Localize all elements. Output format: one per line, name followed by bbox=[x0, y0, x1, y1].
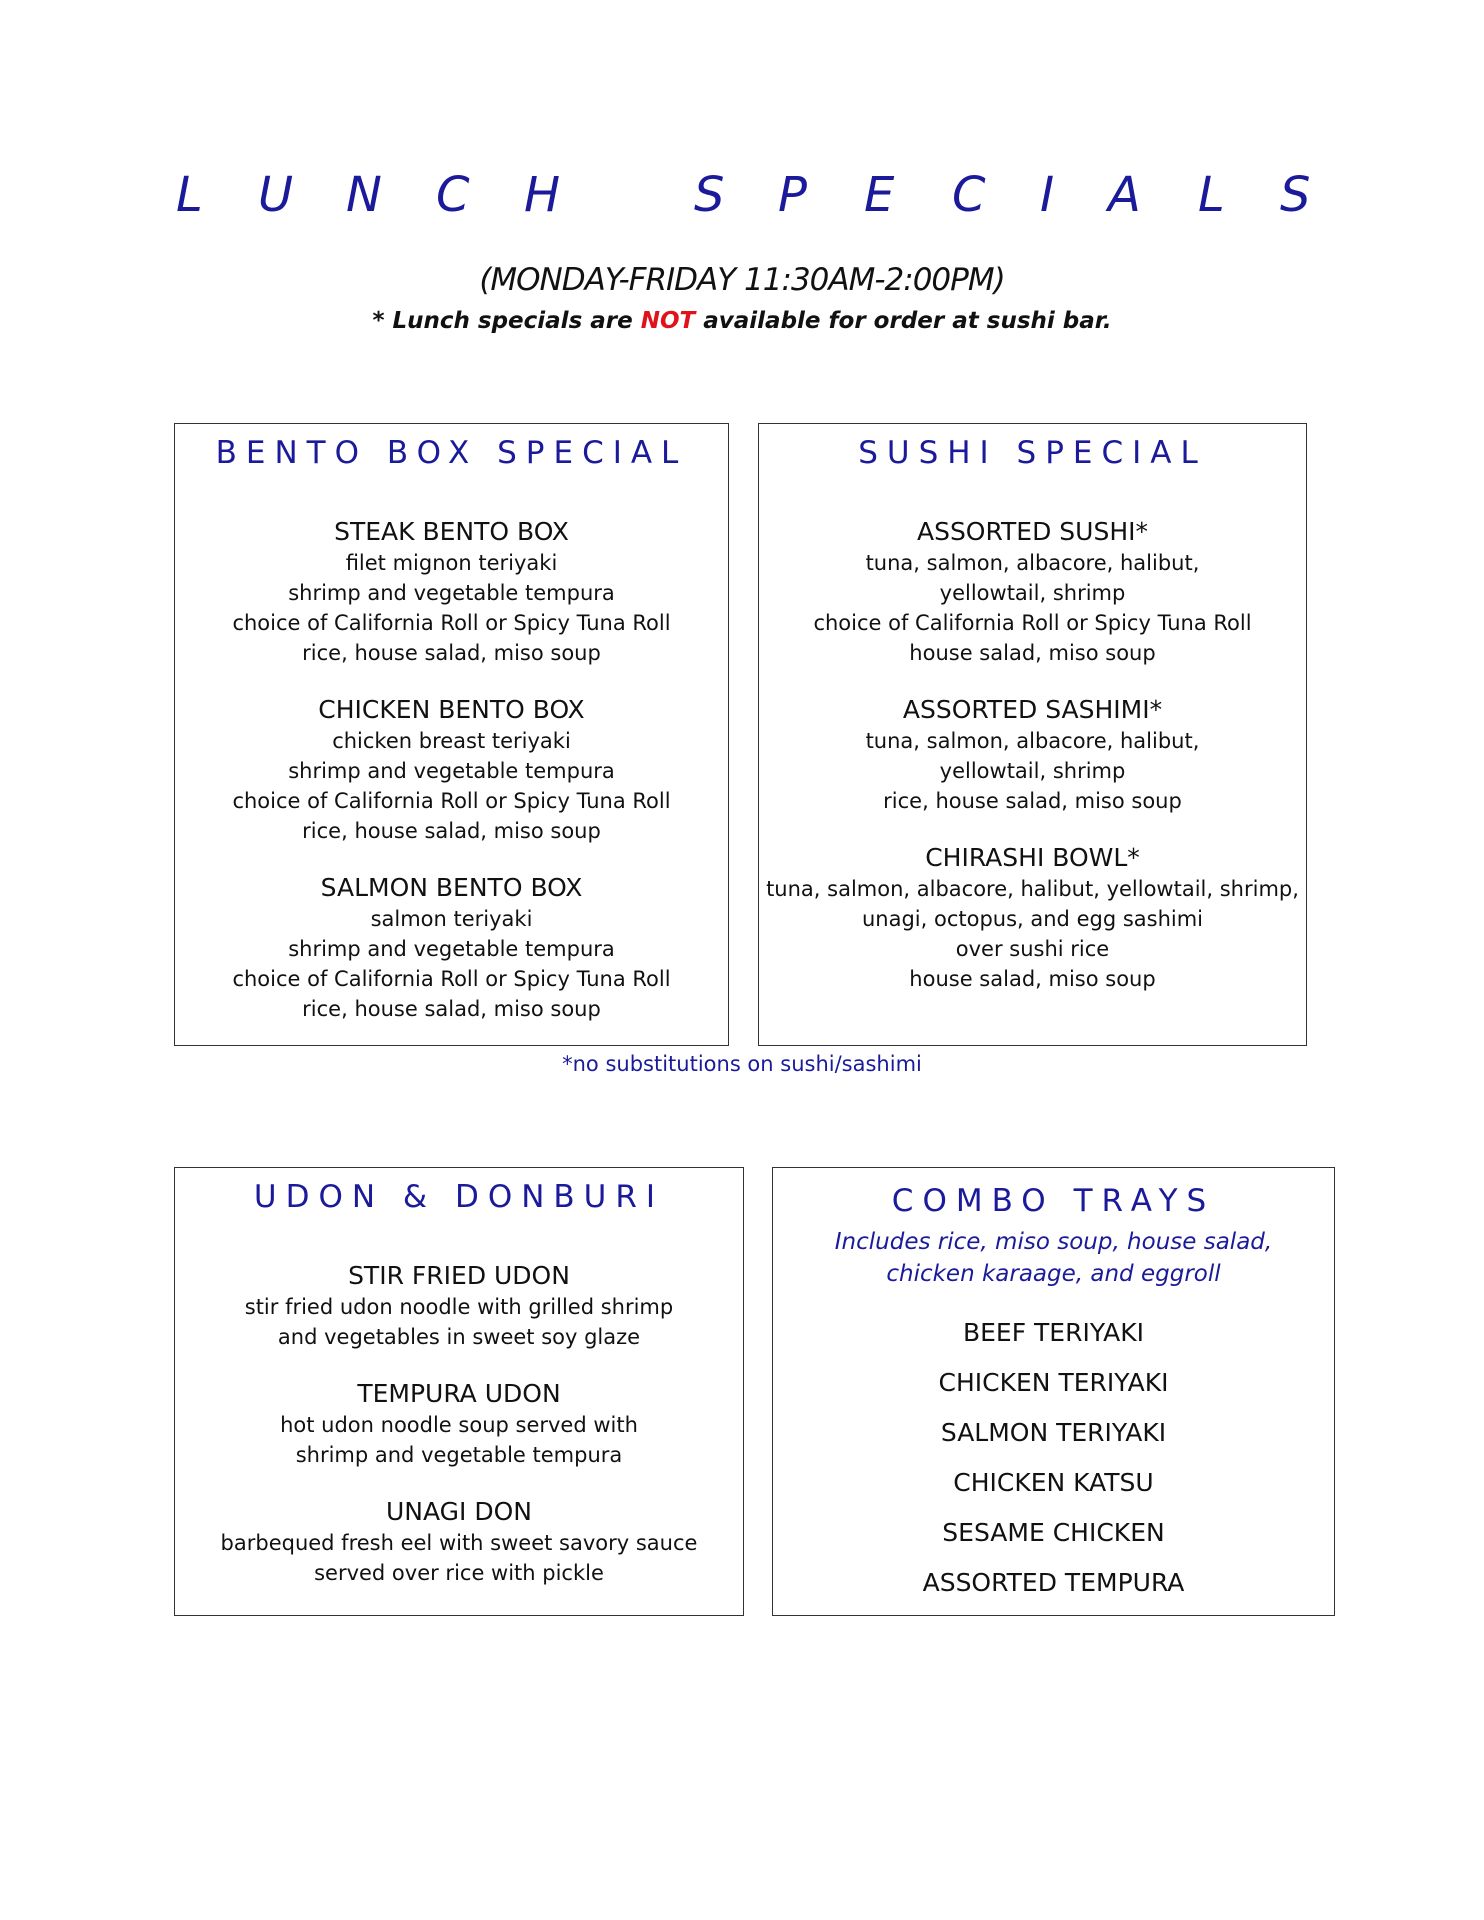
title-letter: L bbox=[176, 167, 203, 223]
menu-item bbox=[759, 694, 1306, 816]
note-suffix: available for order at sushi bar. bbox=[695, 308, 1112, 334]
combo-item: CHICKEN KATSU bbox=[953, 1468, 1154, 1497]
menu-item bbox=[759, 842, 1306, 994]
title-letter: C bbox=[436, 167, 470, 223]
page-title bbox=[0, 165, 1484, 225]
menu-item bbox=[175, 872, 728, 1024]
item-name: CHIRASHI BOWL* bbox=[925, 843, 1140, 872]
combo-trays-section bbox=[772, 1167, 1335, 1616]
item-description: rice, house salad, miso soup bbox=[302, 641, 601, 665]
item-description: shrimp and vegetable tempura bbox=[295, 1443, 623, 1467]
item-description: and vegetables in sweet soy glaze bbox=[277, 1325, 641, 1349]
menu-item bbox=[759, 516, 1306, 668]
item-description: shrimp and vegetable tempura bbox=[288, 759, 615, 783]
combo-item: CHICKEN TERIYAKI bbox=[938, 1368, 1169, 1397]
title-letter: L bbox=[1198, 167, 1225, 223]
section-title: BENTO BOX SPECIAL bbox=[215, 435, 688, 471]
menu-item bbox=[175, 694, 728, 846]
item-description: over sushi rice bbox=[955, 937, 1110, 961]
item-description: shrimp and vegetable tempura bbox=[288, 937, 615, 961]
availability-note bbox=[0, 308, 1484, 334]
item-description: tuna, salmon, albacore, halibut, bbox=[865, 551, 1200, 575]
item-description: rice, house salad, miso soup bbox=[302, 997, 601, 1021]
title-letter: I bbox=[1040, 167, 1055, 223]
menu-item bbox=[175, 516, 728, 668]
item-description: tuna, salmon, albacore, halibut, yellowtail, shrimp, bbox=[766, 877, 1299, 901]
menu-item bbox=[175, 1378, 743, 1470]
section-title: COMBO TRAYS bbox=[891, 1183, 1216, 1219]
item-description: choice of California Roll or Spicy Tuna Roll bbox=[813, 611, 1252, 635]
bento-box-section bbox=[174, 423, 729, 1046]
combo-item: SESAME CHICKEN bbox=[942, 1518, 1165, 1547]
item-description: chicken breast teriyaki bbox=[332, 729, 571, 753]
footnote: *no substitutions on sushi/sashimi bbox=[562, 1052, 922, 1076]
title-letter: C bbox=[952, 167, 986, 223]
title-letter: U bbox=[258, 167, 294, 223]
item-description: barbequed fresh eel with sweet savory sauce bbox=[220, 1531, 698, 1555]
item-description: choice of California Roll or Spicy Tuna Roll bbox=[232, 611, 671, 635]
item-description: choice of California Roll or Spicy Tuna Roll bbox=[232, 789, 671, 813]
item-description: house salad, miso soup bbox=[909, 967, 1156, 991]
item-description: rice, house salad, miso soup bbox=[302, 819, 601, 843]
item-description: yellowtail, shrimp bbox=[939, 581, 1126, 605]
title-letter: A bbox=[1108, 167, 1141, 223]
menu-item bbox=[175, 1496, 743, 1588]
note-emphasis: NOT bbox=[640, 308, 696, 334]
item-description: rice, house salad, miso soup bbox=[883, 789, 1182, 813]
item-name: STIR FRIED UDON bbox=[348, 1261, 570, 1290]
item-name: CHICKEN BENTO BOX bbox=[318, 695, 585, 724]
combo-item: SALMON TERIYAKI bbox=[940, 1418, 1167, 1447]
item-description: choice of California Roll or Spicy Tuna Roll bbox=[232, 967, 671, 991]
item-description: served over rice with pickle bbox=[314, 1561, 604, 1585]
item-name: TEMPURA UDON bbox=[357, 1379, 561, 1408]
title-letter: H bbox=[524, 167, 561, 223]
item-description: unagi, octopus, and egg sashimi bbox=[861, 907, 1204, 931]
menu-item bbox=[175, 1260, 743, 1352]
item-description: filet mignon teriyaki bbox=[345, 551, 558, 575]
title-letter: E bbox=[864, 167, 895, 223]
title-letter: N bbox=[346, 167, 382, 223]
combo-item: ASSORTED TEMPURA bbox=[922, 1568, 1185, 1597]
section-subtitle: chicken karaage, and eggroll bbox=[886, 1261, 1221, 1287]
title-letter: S bbox=[694, 167, 725, 223]
title-letter: P bbox=[778, 167, 807, 223]
item-description: shrimp and vegetable tempura bbox=[288, 581, 615, 605]
item-name: ASSORTED SASHIMI* bbox=[902, 695, 1163, 724]
section-title: UDON & DONBURI bbox=[253, 1179, 665, 1215]
item-description: hot udon noodle soup served with bbox=[280, 1413, 638, 1437]
section-title: SUSHI SPECIAL bbox=[858, 435, 1207, 471]
item-description: yellowtail, shrimp bbox=[939, 759, 1126, 783]
hours-text: (MONDAY-FRIDAY 11:30AM-2:00PM) bbox=[479, 262, 1005, 298]
title-letter: S bbox=[1280, 167, 1311, 223]
section-subtitle: Includes rice, miso soup, house salad, bbox=[834, 1229, 1273, 1255]
item-name: ASSORTED SUSHI* bbox=[916, 517, 1149, 546]
item-description: house salad, miso soup bbox=[909, 641, 1156, 665]
item-description: salmon teriyaki bbox=[370, 907, 533, 931]
sushi-special-section bbox=[758, 423, 1307, 1046]
item-name: SALMON BENTO BOX bbox=[320, 873, 583, 902]
combo-item: BEEF TERIYAKI bbox=[962, 1318, 1145, 1347]
udon-donburi-section bbox=[174, 1167, 744, 1616]
note-prefix: * Lunch specials are bbox=[372, 308, 641, 334]
item-name: UNAGI DON bbox=[386, 1497, 532, 1526]
item-description: tuna, salmon, albacore, halibut, bbox=[865, 729, 1200, 753]
item-description: stir fried udon noodle with grilled shrimp bbox=[244, 1295, 674, 1319]
item-name: STEAK BENTO BOX bbox=[334, 517, 569, 546]
